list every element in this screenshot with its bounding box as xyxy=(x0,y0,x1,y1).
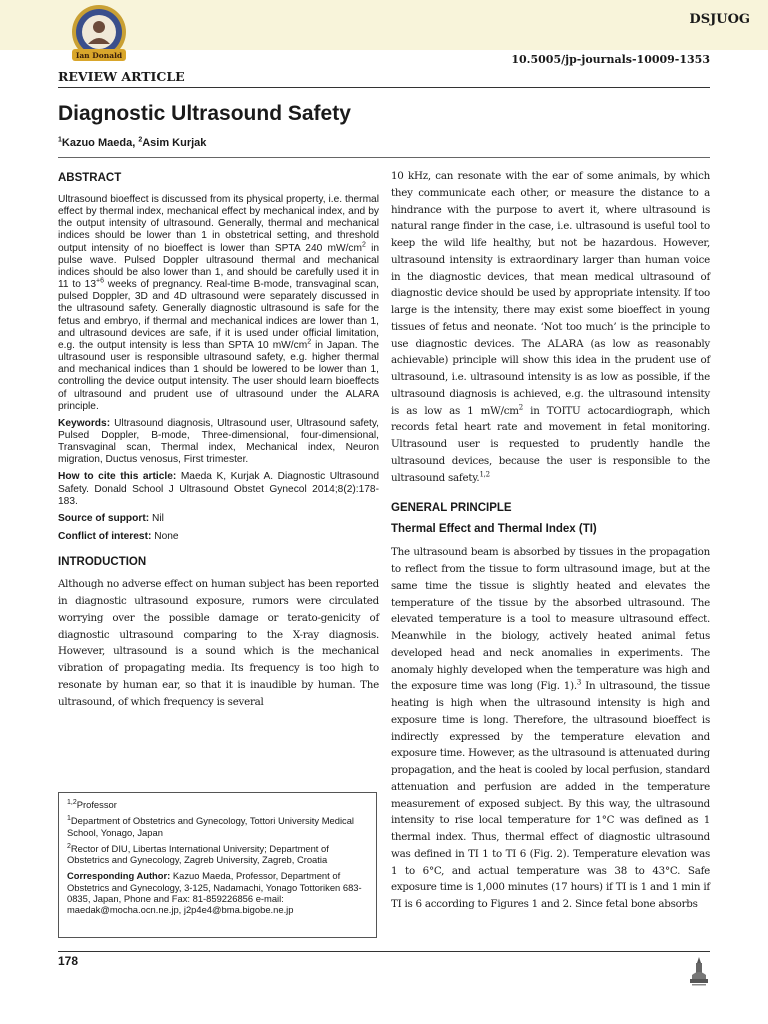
body-paragraph: The ultrasound beam is absorbed by tissues in the propagation to reflect from the tissue to form ultrasound image, but at the same time the tissue is slightly heated and elevates the temperature of the tissue by the absorbed ultrasound. The elevated temperature is a tool to measure ultrasound effect. Meanwhile in the biology, actively heated animal fetus developed head and neck anomalies in experiments. The anomaly highly developed when the temperature was high and the exposure time was long (Fig. 1).$^3$ In ultrasound, the tissue heating is high when the ultrasound intensity is high and exposure time is long. Therefore, the ultrasound bioeffect is indirectly expressed by the temperature elevation and exposure time. However, as the ultrasound is attenuated during propagation, and the heat is cooled by local perfusion, standard attenuation and perfusion are added in the temperature measurement of exposed subject. By this way, the ultrasound intensity to rise local temperature for 1°C was defined as 1 thermal index. Thus, thermal effect of diagnostic ultrasound was defined in TI 1 to TI 6 (Fig. 2). Temperature elevation was 1 to 6°C, and actual temperature was 38 to 43°C. Safe exposure time is 1,000 minutes (17 hours) if TI is 1 and 1 min if TI is 6 according to Figures 1 and 2. Since fetal bone absorbs xyxy=(391,546,710,910)
right-column xyxy=(391,172,710,913)
keywords: Keywords: Ultrasound diagnosis, Ultrasound user, Ultrasound safety, Pulsed Doppler, B-mode, Three-dimensional, four-dimensional, Transvaginal scan, Thermal index, Mechanical index, Neuron migration, Ductus venosus, First trimester. xyxy=(58,417,379,466)
divider xyxy=(58,157,710,158)
article-type: REVIEW ARTICLE xyxy=(58,69,185,84)
source-of-support: Source of support: Nil xyxy=(58,512,164,524)
publisher-emblem-icon xyxy=(686,955,712,987)
general-principle-heading: GENERAL PRINCIPLE xyxy=(391,502,512,515)
page-number: 178 xyxy=(58,954,79,968)
abstract-text: Ultrasound bioeffect is discussed from its physical property, i.e. thermal effect by thermal index, mechanical effect by mechanical index, and by the output intensity of ultrasound. Generally, thermal and mechanical indices should be lower than 1 in obstetrical setting, and threshold output intensity of no bioeffect is lower than SPTA 240 $mW/cm^2$ in pulse wave. Pulsed Doppler ultrasound thermal and mechanical indices should be also lower than 1, and should be carefully used it in 11 to $13^{+6}$ weeks of pregnancy. Real-time B-mode, transvaginal scan, pulsed Doppler, 3D and 4D ultrasound were separately discussed in the ultrasound safety. Generally diagnostic ultrasound is safe for the fetus and embryo, if thermal and mechanical indices are lower than 1, and ultrasound devices are safe, if it is used under official limitation, e.g. the output intensity is less than SPTA 10 $mW/cm^2$ in Japan. The ultrasound user is responsible ultrasound safety, e.g. higher thermal and mechanical indices than 1 should be lowered to be lower than 1, controlling the device output intensity. The user should learn bioeffects of ultrasound and prudent use of ultrasound under the ALARA principle. xyxy=(58,194,379,412)
citation: How to cite this article: Maeda K, Kurjak A. Diagnostic Ultrasound Safety. Donald School J Ultrasound Obstet Gynecol 2014;8(2):178-183. xyxy=(58,471,379,507)
thermal-index-heading: Thermal Effect and Thermal Index (TI) xyxy=(391,523,597,536)
author-1: Kazuo Maeda, xyxy=(61,137,139,149)
conflict-of-interest: Conflict of interest: None xyxy=(58,531,179,543)
note-professor: $^{1,2}$Professor xyxy=(67,798,117,810)
note-corresponding-author: Corresponding Author: Kazuo Maeda, Professor, Department of Obstetrics and Gynecology, 3-125, Nadamachi, Yonago Tottoriken 683-0835, Japan, Phone and Fax: 81-859226856 e-mail: maedak@mocha.ocn.ne.jp, j2p4e4@bma.bigobe.ne.jp xyxy=(67,870,362,916)
page-title: Diagnostic Ultrasound Safety xyxy=(58,102,351,125)
author-2: Asim Kurjak xyxy=(142,137,207,149)
introduction-heading: INTRODUCTION xyxy=(58,556,147,569)
journal-name: DSJUOG xyxy=(689,12,750,27)
introduction-text: Although no adverse effect on human subject has been reported in diagnostic ultrasound exposure, rumors were circulated worrying over the possible damage or terato-genicity of diagnostic ultrasound comparing to the X-ray diagnosis. However, ultrasound is a sound which is the mechanical vibration of propagating media. Its frequency is too high to resonate by human ear, so that it is inaudible by human. The ultrasound, of which frequency is several xyxy=(58,578,379,708)
journal-logo xyxy=(66,4,132,68)
divider xyxy=(58,951,710,952)
left-column xyxy=(58,172,379,711)
abstract-heading: ABSTRACT xyxy=(58,172,122,184)
author-notes-box xyxy=(58,792,377,938)
body-paragraph: 10 kHz, can resonate with the ear of some animals, by which they communicate each other, or measure the distance to a hindrance with the purpose to avert it, where ultrasound is natural range finder in the case, i.e. ultrasound is useful tool to keep the wild life healthy, but not be hazardous. However, ultrasound intensity is extraordinary larger than human voice in the diagnostic devices, that mean medical ultrasound of diagnostic device should be used by appropriate intensity. If too large is the intensity, there may exist some bioeffect in young tissues of fetus and neonate. ‘Not too much’ is the principle to use diagnostic devices. The ALARA (as low as reasonably achievable) principle will show this idea in the prudent use of ultrasound, i.e. ultrasound intensity is as low as possible, if the ultrasound diagnosis is achieved, e.g. the ultrasound intensity is as low as 1 $mW/cm^2$ in TOITU actocardiograph, which records fetal heart rate and movement in fetal monitoring. Ultrasound user is requested to prudently handle the ultrasound devices, because the user is responsible to the ultrasound safety.$^{1,2}$ xyxy=(391,170,710,484)
authors: $^1$Kazuo Maeda, $^2$Asim Kurjak xyxy=(58,136,207,149)
doi[interactable]: 10.5005/jp-journals-10009-1353 xyxy=(511,53,710,66)
divider xyxy=(58,87,710,88)
note-affiliation-2: $^2$Rector of DIU, Libertas International University; Department of Obstetrics and Gynecology, Zagreb University, Zagreb, Croatia xyxy=(67,842,329,866)
note-affiliation-1: $^1$Department of Obstetrics and Gynecology, Tottori University Medical School, Yonago, Japan xyxy=(67,815,355,838)
logo-text: Ian Donald xyxy=(75,51,123,60)
